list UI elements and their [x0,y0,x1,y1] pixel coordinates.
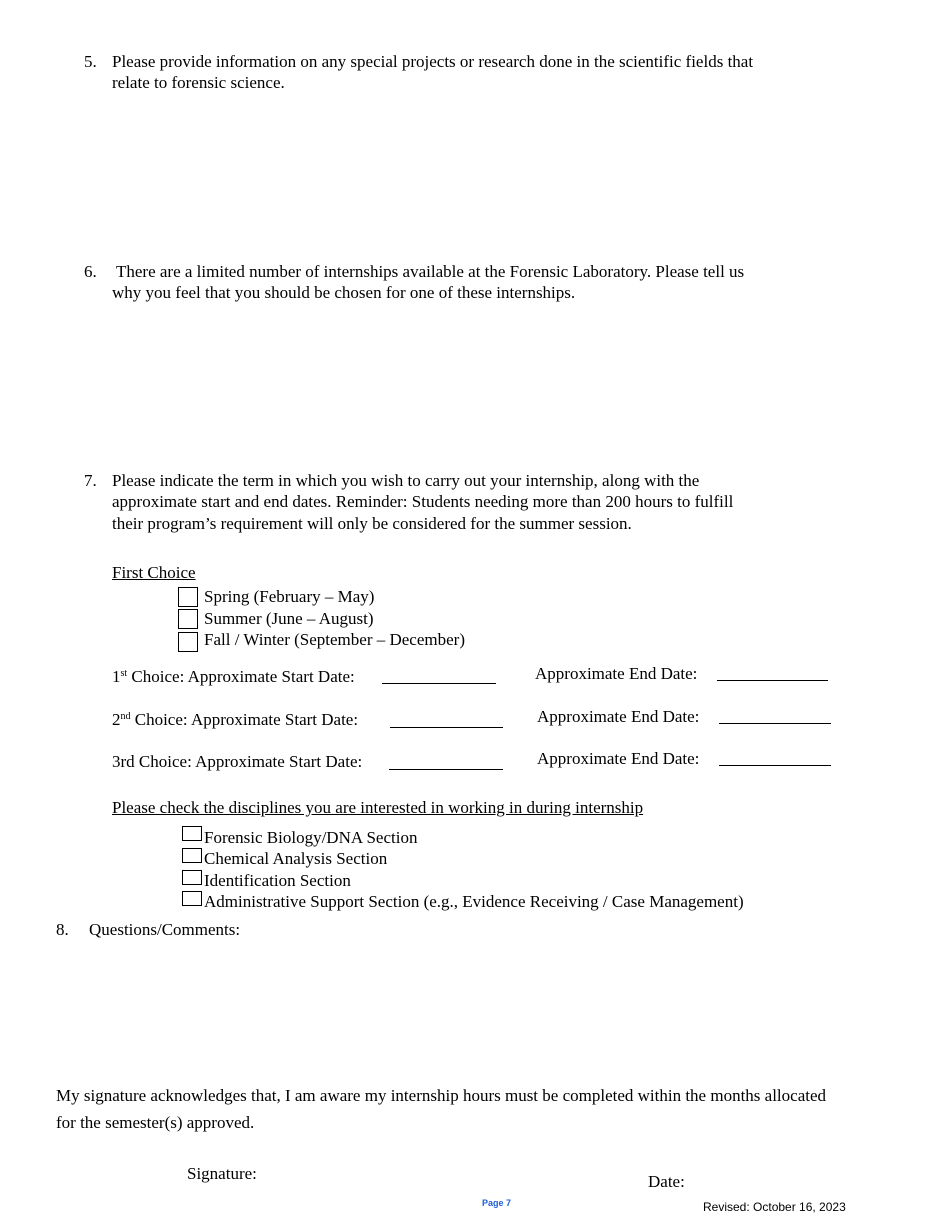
choice-2-end-label: Approximate End Date: [537,707,700,726]
choice-1-label [112,666,355,687]
q7-text-line2: approximate start and end dates. Reminder: Students needing more than 200 hours to fulfill [112,492,734,511]
choice-2-sup: nd [120,711,131,722]
choice-1-start-date-field[interactable] [382,683,496,684]
signature-label: Signature: [187,1164,257,1183]
q5-text-line1: Please provide information on any special projects or research done in the scientific fields that [112,52,754,71]
choice-1-sup: st [120,668,128,679]
acknowledgement-line1: My signature acknowledges that, I am aware my internship hours must be completed within the months allocated [56,1086,827,1105]
choice-1-num: 1 [112,667,121,686]
choice-3-start-label: 3rd Choice: Approximate Start Date: [112,752,363,771]
term-fall-winter-label: Fall / Winter (September – December) [204,630,465,649]
choice-3-end-label: Approximate End Date: [537,749,700,768]
choice-2-start-label: Choice: Approximate Start Date: [134,710,359,729]
term-fall-winter-checkbox[interactable] [178,632,198,652]
q6-text-line2: why you feel that you should be chosen for one of these internships. [112,283,576,302]
choice-1-end-date-field[interactable] [717,680,828,681]
choice-3-end-date-field[interactable] [719,765,831,766]
discipline-admin-checkbox[interactable] [182,891,202,906]
q7-text-line1: Please indicate the term in which you wish to carry out your internship, along with the [112,471,700,490]
discipline-identification-label: Identification Section [204,871,351,890]
term-spring-checkbox[interactable] [178,587,198,607]
acknowledgement-line2: for the semester(s) approved. [56,1113,255,1132]
choice-1-end-label: Approximate End Date: [535,664,698,683]
choice-2-label [112,709,358,730]
q6-text-line1: There are a limited number of internships available at the Forensic Laboratory. Please tell us [116,262,745,281]
choice-2-num: 2 [112,710,121,729]
q8-number: 8. [56,920,69,939]
term-summer-label: Summer (June – August) [204,609,374,628]
q7-text-line3: their program’s requirement will only be considered for the summer session. [112,514,632,533]
discipline-chemical-checkbox[interactable] [182,848,202,863]
q5-number: 5. [84,52,97,71]
page-number: Page 7 [482,1198,512,1208]
choice-1-start-label: Choice: Approximate Start Date: [131,667,355,686]
discipline-dna-label: Forensic Biology/DNA Section [204,828,418,847]
q8-label: Questions/Comments: [89,920,241,939]
q5-text-line2: relate to forensic science. [112,73,285,92]
disciplines-heading: Please check the disciplines you are interested in working in during internship [112,798,644,817]
term-summer-checkbox[interactable] [178,609,198,629]
discipline-chemical-label: Chemical Analysis Section [204,849,388,868]
q6-number: 6. [84,262,97,281]
q7-number: 7. [84,471,97,490]
first-choice-heading: First Choice [112,563,196,582]
date-label: Date: [648,1172,685,1191]
term-spring-label: Spring (February – May) [204,587,375,606]
choice-3-start-date-field[interactable] [389,769,503,770]
revised-date: Revised: October 16, 2023 [703,1200,846,1214]
choice-2-end-date-field[interactable] [719,723,831,724]
discipline-dna-checkbox[interactable] [182,826,202,841]
choice-2-start-date-field[interactable] [390,727,503,728]
discipline-identification-checkbox[interactable] [182,870,202,885]
discipline-admin-label: Administrative Support Section (e.g., Evidence Receiving / Case Management) [204,892,744,911]
